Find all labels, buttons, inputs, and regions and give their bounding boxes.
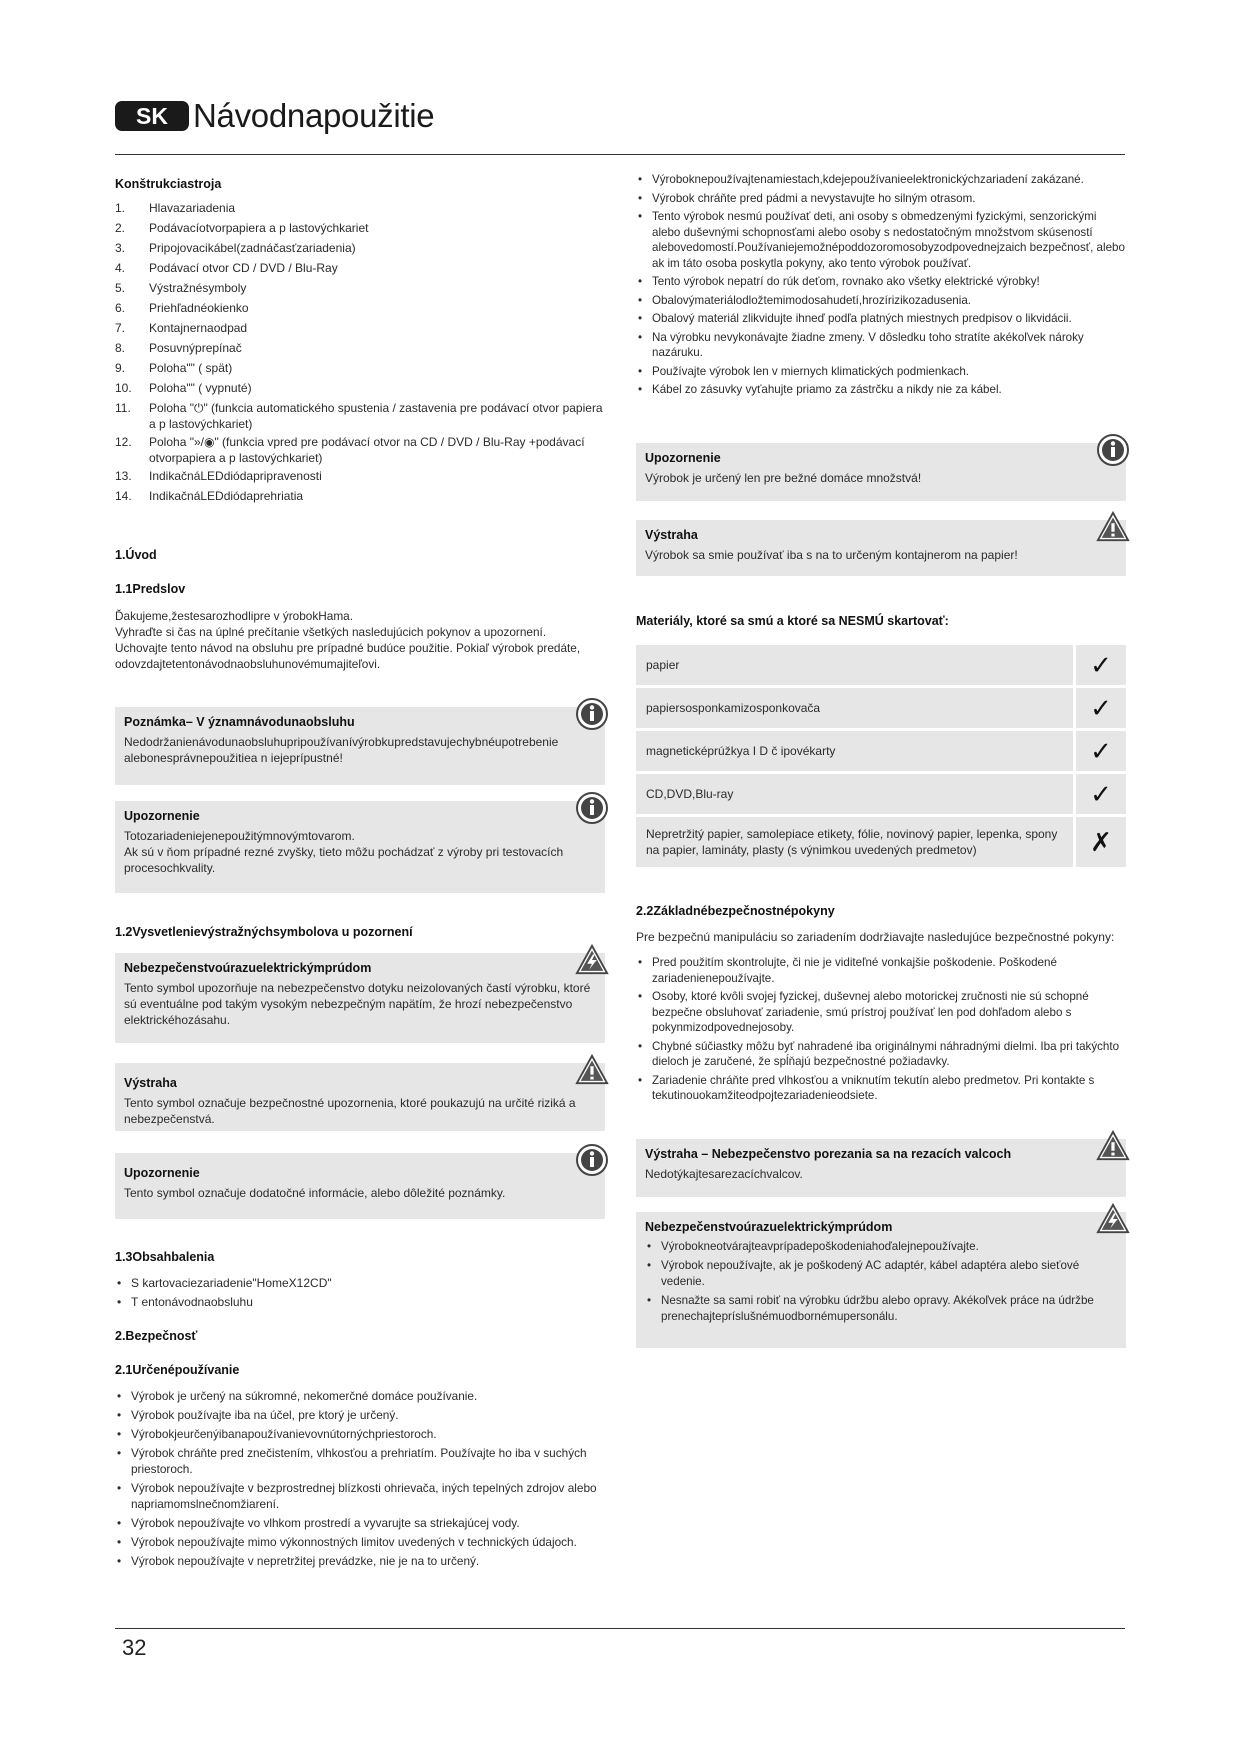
symbol-electric-text: Tento symbol upozorňuje na nebezpečenstvo dotyku neizolovaných častí výrobku, ktoré sú eventuálne pod takým vysokým nebezpečným napätím, že hrozí nebezpečenstvo elektrickéhozásahu. bbox=[124, 981, 591, 1027]
basic-safety-item: • Osoby, ktoré kvôli svojej fyzickej, duševnej alebo motorickej zručnosti nie sú schopné bezpečne obsluhovať zariadenie, smú prístroj používať len pod dohľadom alebo s pokynmizodpovednejosoby. bbox=[636, 989, 1126, 1036]
materials-row bbox=[636, 817, 1126, 867]
construction-item bbox=[115, 240, 607, 256]
intended-list bbox=[115, 1388, 607, 1569]
construction-item bbox=[115, 260, 607, 276]
intended-use-item: • Výrobok je určený na súkromné, nekomerčné domáce používanie. bbox=[115, 1388, 607, 1404]
warning-icon bbox=[1096, 510, 1130, 544]
page-number: 32 bbox=[122, 1635, 147, 1660]
check-mark-icon: ✓ bbox=[1076, 688, 1126, 728]
construction-item-text: Posuvnýprepínač bbox=[149, 341, 242, 355]
warning-cutting-text: Nedotýkajtesarezacíchvalcov. bbox=[645, 1167, 803, 1181]
construction-item-number: 7. bbox=[115, 321, 126, 335]
warning-container-text: Výrobok sa smie používať iba s na to určeným kontajnerom na papier! bbox=[645, 548, 1018, 562]
package-list-wrap bbox=[115, 1275, 607, 1313]
intended-use-item: • Výrobok nepoužívajte vo vlhkom prostredí a vyvarujte sa striekajúcej vody. bbox=[115, 1515, 607, 1531]
note-new-product-line: Totozariadeniejenepoužitýmnovýmtovarom. bbox=[124, 829, 355, 843]
electric-hazard-item: • Výrobok nepoužívajte, ak je poškodený AC adaptér, kábel adaptéra alebo sieťové vedenie. bbox=[645, 1258, 1117, 1290]
preface-heading: 1.1Predslov bbox=[115, 582, 186, 596]
basic-safety-item: • Zariadenie chráňte pred vlhkosťou a vniknutím tekutín alebo predmetov. Pri kontakte s tekutinouokamžiteodpojtezariadenieodsiete. bbox=[636, 1073, 1126, 1104]
materials-heading: Materiály, ktoré sa smú a ktoré sa NESMÚ skartovať: bbox=[636, 614, 949, 628]
construction-item-number: 13. bbox=[115, 469, 132, 483]
right-bullets bbox=[636, 172, 1126, 398]
note-manual-box bbox=[115, 707, 605, 785]
note-manual-text: Nedodržanienávodunaobsluhupripoužívanívýrobkupredstavujechybnéupotrebenie alebonesprávnepoužitiea n iejeprípustné! bbox=[124, 735, 559, 765]
safety-bullet: • Výroboknepoužívajtenamiestach,kdejepoužívanieelektronickýchzariadení zakázané. bbox=[636, 172, 1126, 188]
construction-item bbox=[115, 280, 607, 296]
materials-row bbox=[636, 688, 1126, 728]
construction-item-number: 14. bbox=[115, 489, 132, 503]
intended-use-item: • Výrobok chráňte pred znečistením, vlhkosťou a prehriatím. Používajte ho iba v suchých priestoroch. bbox=[115, 1445, 607, 1477]
construction-item-number: 2. bbox=[115, 221, 126, 235]
basic-safety-heading: 2.2Základnébezpečnostnépokyny bbox=[636, 904, 835, 918]
safety-bullet: • Obalový materiál zlikvidujte ihneď podľa platných miestnych predpisov o likvidácii. bbox=[636, 311, 1126, 327]
info-icon bbox=[575, 697, 609, 731]
basic-safety-item: • Chybné súčiastky môžu byť nahradené iba originálnymi náhradnými dielmi. Iba pri takýchto dieloch je zaručené, že spĺňajú bezpečnostné požiadavky. bbox=[636, 1039, 1126, 1070]
construction-item bbox=[115, 360, 607, 376]
footer-rule bbox=[115, 1628, 1125, 1629]
symbol-warning-title: Výstraha bbox=[124, 1076, 177, 1090]
electric-warning-icon bbox=[575, 943, 609, 977]
construction-item-text: IndikačnáLEDdiódaprehriatia bbox=[149, 489, 304, 503]
construction-item-text: Podávací otvor CD / DVD / Blu-Ray bbox=[149, 261, 338, 275]
construction-item bbox=[115, 468, 607, 484]
notice-household-text: Výrobok je určený len pre bežné domáce množstvá! bbox=[645, 471, 922, 485]
construction-item bbox=[115, 220, 607, 236]
electric-hazard-item: • Nesnažte sa sami robiť na výrobku údržbu alebo opravy. Akékoľvek práce na údržbe prenechajtepríslušnémuodbornémupersonálu. bbox=[645, 1293, 1117, 1325]
safety-bullet: • Tento výrobok nesmú používať deti, ani osoby s obmedzenými fyzickými, senzorickými alebo duševnými schopnosťami alebo osoby s nedostatočným množstvom skúseností alebovedomostí.Používaniejemožnépoddozoromosobyzodpovednejzaich bezpečnosť, alebo ak im táto osoba poskytla pokyny, ako tento výrobok používať. bbox=[636, 209, 1126, 271]
symbol-electric-box bbox=[115, 953, 605, 1043]
intro-heading: 1.Úvod bbox=[115, 548, 157, 562]
header-rule bbox=[115, 154, 1125, 155]
symbol-info-title: Upozornenie bbox=[124, 1166, 200, 1180]
construction-item-number: 3. bbox=[115, 241, 126, 255]
construction-item-number: 6. bbox=[115, 301, 126, 315]
preface-line: Ďakujeme,žestesarozhodlipre v ýrobokHama. bbox=[115, 609, 354, 623]
construction-item-number: 8. bbox=[115, 341, 126, 355]
safety-heading: 2.Bezpečnosť bbox=[115, 1329, 198, 1343]
construction-item-text: IndikačnáLEDdiódapripravenosti bbox=[149, 469, 322, 483]
construction-item-text: Pripojovacikábel(zadnáčasťzariadenia) bbox=[149, 241, 356, 255]
note-new-product-title: Upozornenie bbox=[124, 809, 200, 823]
warning-container-title: Výstraha bbox=[645, 528, 698, 542]
electric-hazard-list bbox=[645, 1239, 1117, 1325]
construction-item-number: 11. bbox=[115, 401, 131, 415]
materials-item: papiersosponkamizosponkovača bbox=[636, 688, 1073, 728]
note-new-product-line: Ak sú v ňom prípadné rezné zvyšky, tieto môžu pochádzať z výroby pri testovacích procesochkvality. bbox=[124, 845, 564, 875]
symbol-info-text: Tento symbol označuje dodatočné informácie, alebo dôležité poznámky. bbox=[124, 1186, 506, 1200]
construction-item-number: 4. bbox=[115, 261, 126, 275]
materials-item: papier bbox=[636, 645, 1073, 685]
check-mark-icon: ✓ bbox=[1076, 774, 1126, 814]
cross-mark-icon: ✗ bbox=[1076, 817, 1126, 867]
intended-use-item: • Výrobok nepoužívajte v bezprostrednej blízkosti ohrievača, iných tepelných zdrojov alebo napriamomslnečnomžiarení. bbox=[115, 1480, 607, 1512]
construction-item-text: Poloha "»/◉" (funkcia vpred pre podávací otvor na CD / DVD / Blu-Ray +podávací otvorpapiera a p lastovýchkariet) bbox=[149, 435, 585, 465]
construction-item-number: 9. bbox=[115, 361, 126, 375]
construction-item bbox=[115, 380, 607, 396]
safety-bullet: • Kábel zo zásuvky vyťahujte priamo za zástrčku a nikdy nie za kábel. bbox=[636, 382, 1126, 398]
intended-use-item: • Výrobokjeurčenýibanapoužívanievovnútornýchpriestoroch. bbox=[115, 1426, 607, 1442]
preface-text bbox=[115, 608, 607, 672]
construction-item-number: 5. bbox=[115, 281, 126, 295]
safety-bullet: • Obalovýmateriálodložtemimodosahudetí,hrozírizikozadusenia. bbox=[636, 293, 1126, 309]
construction-heading: Konštrukciastroja bbox=[115, 177, 222, 191]
construction-list bbox=[115, 200, 607, 504]
construction-item bbox=[115, 434, 607, 466]
construction-item bbox=[115, 320, 607, 336]
check-mark-icon: ✓ bbox=[1076, 645, 1126, 685]
construction-item-number: 1. bbox=[115, 201, 126, 215]
construction-item-text: Výstražnésymboly bbox=[149, 281, 247, 295]
construction-item-text: Kontajnernaodpad bbox=[149, 321, 248, 335]
materials-item: magneticképrúžkya I D č ipovékarty bbox=[636, 731, 1073, 771]
intended-list-wrap bbox=[115, 1388, 607, 1572]
construction-item-text: Poloha "⏻" (funkcia automatického spustenia / zastavenia pre podávací otvor papiera a p lastovýchkariet) bbox=[149, 401, 603, 431]
basic-safety-list bbox=[636, 955, 1126, 1104]
note-manual-title: Poznámka– V ýznamnávodunaobsluhu bbox=[124, 715, 355, 729]
intended-heading: 2.1Určenépoužívanie bbox=[115, 1363, 240, 1377]
construction-section bbox=[115, 176, 607, 508]
electric-hazard-item: • Výrobokneotvárajteavprípadepoškodeniahoďalejnepoužívajte. bbox=[645, 1239, 1117, 1255]
symbol-electric-title: Nebezpečenstvoúrazuelektrickýmprúdom bbox=[124, 961, 372, 975]
electric-hazard-title: Nebezpečenstvoúrazuelektrickýmprúdom bbox=[645, 1220, 893, 1234]
construction-item bbox=[115, 340, 607, 356]
construction-item-text: Priehľadnéokienko bbox=[149, 301, 249, 315]
package-item: • S kartovaciezariadenie"HomeX12CD" bbox=[115, 1275, 607, 1291]
safety-bullet: • Výrobok chráňte pred pádmi a nevystavujte ho silným otrasom. bbox=[636, 191, 1126, 207]
materials-row bbox=[636, 731, 1126, 771]
safety-bullet: • Na výrobku nevykonávajte žiadne zmeny. V dôsledku toho stratíte akékoľvek nároky nazáruku. bbox=[636, 330, 1126, 361]
notice-household-box bbox=[636, 443, 1126, 501]
info-icon bbox=[575, 791, 609, 825]
preface-line: Vyhraďte si čas na úplné prečítanie všetkých nasledujúcich pokynov a upozornení. bbox=[115, 625, 547, 639]
materials-row bbox=[636, 774, 1126, 814]
package-item: • T entonávodnaobsluhu bbox=[115, 1294, 607, 1310]
warning-icon bbox=[575, 1053, 609, 1087]
materials-item: Nepretržitý papier, samolepiace etikety, fólie, novinový papier, lepenka, spony na papier, lamináty, plasty (s výnimkou uvedených predmetov) bbox=[636, 817, 1073, 867]
safety-bullet: • Tento výrobok nepatrí do rúk deťom, rovnako ako všetky elektrické výrobky! bbox=[636, 274, 1126, 290]
intended-use-item: • Výrobok používajte iba na účel, pre ktorý je určený. bbox=[115, 1407, 607, 1423]
right-bullets-wrap bbox=[636, 172, 1126, 401]
electric-warning-icon bbox=[1096, 1202, 1130, 1236]
warning-cutting-title: Výstraha – Nebezpečenstvo porezania sa na rezacích valcoch bbox=[645, 1147, 1012, 1161]
symbol-warning-box bbox=[115, 1063, 605, 1131]
package-list bbox=[115, 1275, 607, 1310]
note-new-product-box bbox=[115, 801, 605, 893]
package-heading: 1.3Obsahbalenia bbox=[115, 1250, 215, 1264]
page-title: Návodnapoužitie bbox=[193, 97, 435, 134]
basic-safety-item: • Pred použitím skontrolujte, či nie je viditeľné vonkajšie poškodenie. Poškodené zariadenienepoužívajte. bbox=[636, 955, 1126, 986]
construction-item bbox=[115, 488, 607, 504]
electric-hazard-box bbox=[636, 1212, 1126, 1348]
materials-row bbox=[636, 645, 1126, 685]
note-new-product-text bbox=[124, 828, 596, 876]
basic-safety-list-wrap bbox=[636, 955, 1126, 1107]
construction-item bbox=[115, 200, 607, 216]
preface-line: Uchovajte tento návod na obsluhu pre prípadné budúce použitie. Pokiaľ výrobok predáte, odovzdajtetentonávodnaobsluhunovémumajiteľovi. bbox=[115, 641, 581, 671]
symbol-info-box bbox=[115, 1153, 605, 1219]
page-header bbox=[115, 96, 434, 136]
warning-icon bbox=[1096, 1129, 1130, 1163]
materials-table bbox=[636, 645, 1126, 870]
intended-use-item: • Výrobok nepoužívajte v nepretržitej prevádzke, nie je na to určený. bbox=[115, 1553, 607, 1569]
construction-item-text: Podávacíotvorpapiera a p lastovýchkariet bbox=[149, 221, 369, 235]
language-badge: SK bbox=[115, 101, 189, 131]
materials-item: CD,DVD,Blu-ray bbox=[636, 774, 1073, 814]
symbol-warning-text: Tento symbol označuje bezpečnostné upozornenia, ktoré poukazujú na určité riziká a nebezpečenstvá. bbox=[124, 1096, 576, 1126]
construction-item-text: Poloha"" ( spät) bbox=[149, 361, 233, 375]
safety-bullet: • Používajte výrobok len v miernych klimatických podmienkach. bbox=[636, 364, 1126, 380]
info-icon bbox=[575, 1143, 609, 1177]
check-mark-icon: ✓ bbox=[1076, 731, 1126, 771]
notice-household-title: Upozornenie bbox=[645, 451, 721, 465]
construction-item bbox=[115, 400, 607, 432]
intended-use-item: • Výrobok nepoužívajte mimo výkonnostných limitov uvedených v technických údajoch. bbox=[115, 1534, 607, 1550]
construction-item-number: 10. bbox=[115, 381, 132, 395]
info-icon bbox=[1096, 433, 1130, 467]
warning-container-box bbox=[636, 520, 1126, 576]
construction-item-text: Hlavazariadenia bbox=[149, 201, 236, 215]
basic-safety-intro: Pre bezpečnú manipuláciu so zariadením dodržiavajte nasledujúce bezpečnostné pokyny: bbox=[636, 930, 1115, 944]
warning-cutting-box bbox=[636, 1139, 1126, 1197]
construction-item-text: Poloha"" ( vypnuté) bbox=[149, 381, 252, 395]
symbols-heading: 1.2Vysvetlenievýstražnýchsymbolova u pozornení bbox=[115, 925, 413, 939]
construction-item bbox=[115, 300, 607, 316]
construction-item-number: 12. bbox=[115, 435, 132, 449]
